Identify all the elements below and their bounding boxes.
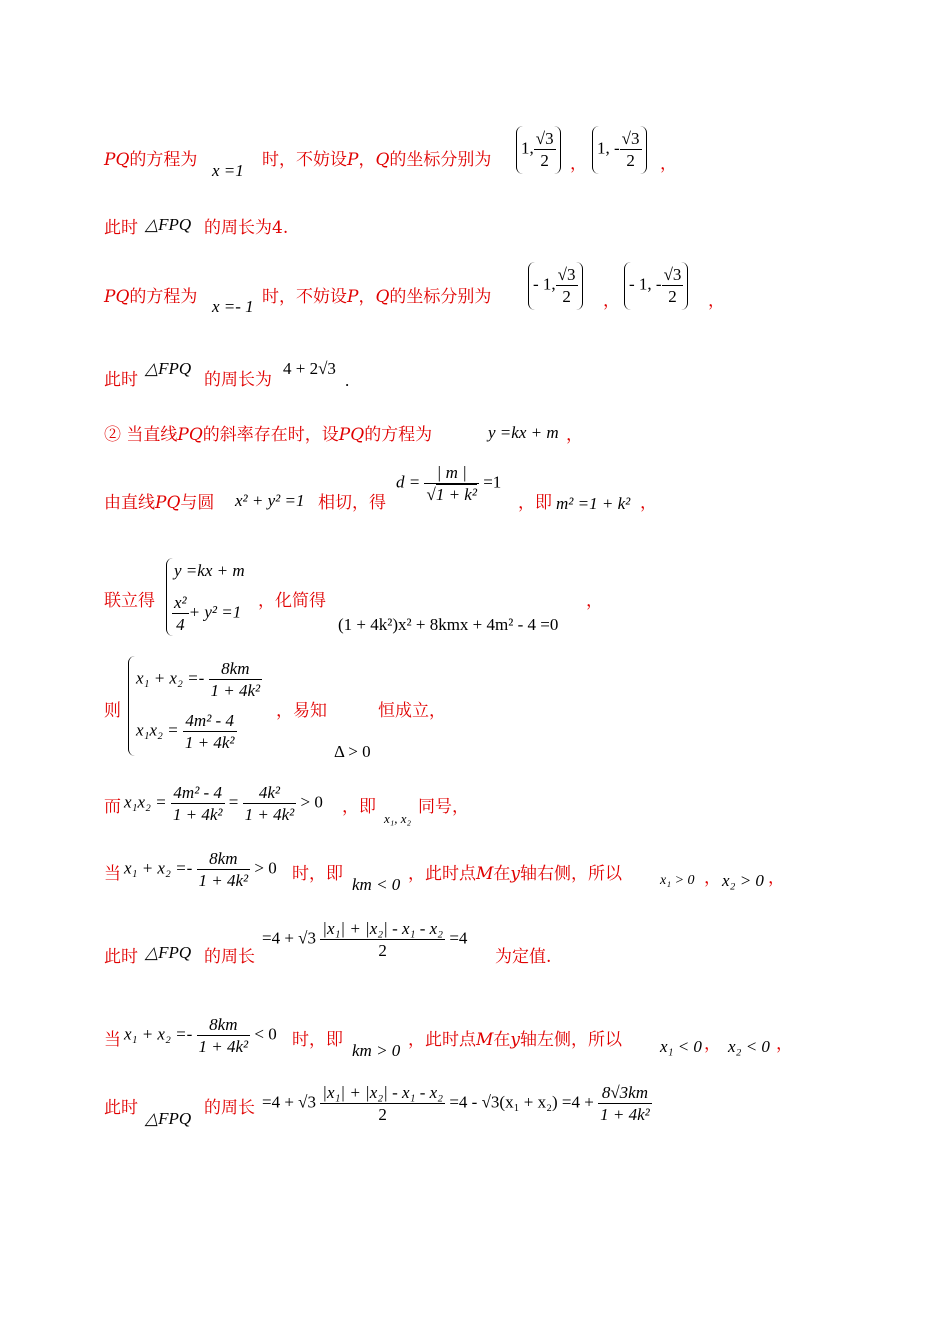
text: 的方程为 — [129, 150, 198, 170]
text: ② 当直线 — [104, 425, 178, 445]
text: 的方程为 — [129, 287, 198, 307]
text: 的周长 — [204, 947, 255, 967]
text: ，此时点 — [408, 864, 476, 884]
triangle-fpq: △FPQ — [145, 1109, 192, 1128]
text: 此时 — [104, 218, 138, 238]
fraction-num: |x₁| + |x₂| - x₁ - x₂ — [320, 918, 445, 940]
fraction-den: 2 — [540, 151, 549, 171]
line-6 — [104, 495, 214, 512]
text: - 1, — [533, 274, 556, 294]
fraction-den: 4 — [176, 615, 185, 635]
line-12 — [104, 1032, 121, 1049]
text: 轴左侧，所以 — [520, 1030, 623, 1050]
triangle-fpq: △FPQ — [145, 215, 192, 234]
simplified-equation: (1 + 4k²)x² + 8kmx + 4m² - 4 =0 — [338, 615, 559, 634]
perimeter-expr — [262, 1082, 652, 1126]
end: ， — [660, 154, 677, 174]
brace — [128, 656, 135, 756]
condition: km > 0 — [352, 1041, 401, 1060]
point-1 — [516, 126, 561, 174]
fraction-den: 2 — [378, 1105, 387, 1125]
text: 的周长为 — [204, 218, 272, 238]
fraction-num: 4m² - 4 — [171, 782, 225, 804]
fraction-num: x² — [172, 592, 189, 614]
fraction-den: 1 + 4k² — [198, 871, 249, 891]
text — [262, 289, 491, 306]
text: 恒成立， — [378, 701, 446, 721]
equation: x =- 1 — [212, 297, 254, 316]
system-eq-2 — [172, 592, 241, 636]
text: 时，不妨设 — [262, 150, 347, 170]
vieta-sum — [136, 658, 262, 702]
fraction-num: 8√3km — [598, 1082, 652, 1104]
fraction-num: √3 — [534, 128, 556, 150]
sum-expr — [124, 1014, 277, 1058]
sum-expr — [124, 848, 277, 892]
text: ，此时点 — [408, 1030, 476, 1050]
text — [204, 220, 288, 237]
fraction-den: 1 + 4k² — [210, 681, 261, 701]
line-13 — [104, 1100, 138, 1117]
text: 此时 — [104, 370, 138, 390]
sep: ， — [570, 154, 587, 174]
var-p: P — [347, 150, 359, 170]
text: 联立得 — [104, 591, 155, 611]
text: ， — [704, 868, 721, 888]
end: ， — [776, 1034, 793, 1054]
text: 为定值. — [495, 947, 552, 967]
condition: x₁ > 0 — [660, 873, 695, 888]
text: x₁x₂ = — [124, 792, 167, 812]
text: 相切，得 — [318, 493, 386, 513]
text: 由直线 — [104, 493, 155, 513]
line-9 — [104, 799, 121, 816]
fraction-num: 4k² — [243, 782, 297, 804]
fraction-num: 8km — [197, 848, 251, 870]
sep: ， — [603, 291, 620, 311]
text: ，即 — [518, 493, 552, 513]
text: =1 — [483, 472, 502, 492]
perimeter-value: 4 + 2√3 — [283, 359, 336, 378]
text: ， — [358, 150, 376, 170]
line-equation: y =kx + m — [488, 423, 559, 442]
line-11 — [104, 949, 138, 966]
pq-label: PQ — [104, 150, 130, 170]
condition: x₁ < 0 — [660, 1037, 702, 1056]
fraction-den: √1 + k² — [426, 485, 477, 505]
vieta-product — [136, 710, 237, 754]
end: ， — [708, 291, 725, 311]
fraction-num: 8km — [197, 1014, 251, 1036]
text: =4 + √3 — [262, 1092, 317, 1112]
text: ，易知 — [276, 701, 327, 721]
var-m: M — [476, 1030, 494, 1050]
fraction-den: 1 + 4k² — [198, 1037, 249, 1057]
text: 与圆 — [180, 493, 215, 513]
var-p: P — [347, 287, 359, 307]
text: 1, - — [597, 138, 620, 158]
condition: km < 0 — [352, 875, 401, 894]
text — [262, 152, 491, 169]
pq-label: PQ — [338, 425, 365, 445]
system-eq-1: y =kx + m — [174, 561, 245, 580]
text: 而 — [104, 797, 121, 817]
text: ， — [358, 287, 376, 307]
text: 的周长为 — [204, 370, 272, 390]
line-1 — [104, 152, 197, 169]
text: 时，即 — [292, 1030, 343, 1050]
pq-label: PQ — [104, 287, 130, 307]
var-q: Q — [375, 287, 390, 307]
dot: . — [345, 371, 350, 390]
text: x₁ + x₂ =- — [136, 668, 205, 688]
fraction-num: 4m² - 4 — [183, 710, 237, 732]
text: 时，即 — [292, 864, 343, 884]
text: ，化简得 — [258, 591, 326, 611]
text: ， — [704, 1034, 721, 1054]
text: 的斜率存在时，设 — [202, 425, 339, 445]
text: - 1, - — [629, 274, 662, 294]
circle-equation: x² + y² =1 — [235, 491, 305, 510]
text: 的坐标分别为 — [389, 150, 492, 170]
text: 同号， — [418, 797, 469, 817]
text: 1, — [521, 138, 534, 158]
var-y: y — [510, 1030, 521, 1050]
text: 在 — [493, 1030, 511, 1050]
fraction-den: 2 — [668, 287, 677, 307]
point-1 — [528, 262, 583, 310]
value: 4. — [272, 218, 289, 238]
text: x₁ + x₂ =- — [124, 1024, 193, 1044]
fraction-num: 8km — [209, 658, 263, 680]
text: > 0 — [254, 858, 277, 878]
text: ，即 — [342, 797, 376, 817]
text: 的坐标分别为 — [389, 287, 492, 307]
distance-formula — [396, 462, 501, 506]
text: =4 — [449, 928, 468, 948]
radicand: 1 + k² — [435, 485, 477, 505]
text: = — [228, 792, 239, 812]
result: m² =1 + k² — [556, 494, 631, 513]
end: ， — [586, 591, 603, 611]
text: 的方程为 — [364, 425, 433, 445]
fraction-den: 1 + 4k² — [184, 733, 235, 753]
discriminant: Δ > 0 — [334, 742, 371, 761]
fraction-den: 1 + 4k² — [600, 1105, 650, 1125]
fraction-num: √3 — [556, 264, 578, 286]
text: =4 + √3 — [262, 928, 317, 948]
text: x₁x₂ = — [136, 720, 179, 740]
end: ， — [640, 493, 657, 513]
pq-label: PQ — [155, 493, 181, 513]
point-2 — [624, 262, 688, 310]
fraction-num: | m | — [424, 462, 478, 484]
end: ， — [566, 425, 583, 445]
text: 此时 — [104, 1098, 138, 1118]
text: 则 — [104, 701, 121, 721]
fraction-num: |x₁| + |x₂| - x₁ - x₂ — [320, 1082, 445, 1104]
var-m: M — [476, 864, 494, 884]
text: 的周长 — [204, 1098, 255, 1118]
text — [408, 866, 622, 883]
condition: x₂ < 0 — [728, 1037, 770, 1056]
pq-label: PQ — [177, 425, 203, 445]
line-5 — [104, 427, 432, 444]
end: ， — [768, 868, 785, 888]
text: > 0 — [300, 792, 323, 812]
fraction-den: 2 — [626, 151, 635, 171]
triangle-fpq: △FPQ — [145, 943, 192, 962]
text: 当 — [104, 1030, 121, 1050]
text: 此时 — [104, 947, 138, 967]
perimeter-expr — [262, 918, 467, 962]
fraction-den: 2 — [562, 287, 571, 307]
line-3 — [104, 289, 197, 306]
fraction-num: √3 — [662, 264, 684, 286]
vars: x₁, x₂ — [384, 811, 412, 826]
text: x₁ + x₂ =- — [124, 858, 193, 878]
triangle-fpq: △FPQ — [145, 359, 192, 378]
text: =4 - √3(x₁ + x₂) =4 + — [449, 1092, 594, 1112]
var-q: Q — [375, 150, 390, 170]
text: d = — [396, 472, 421, 492]
var-y: y — [510, 864, 521, 884]
text — [408, 1032, 622, 1049]
line-2 — [104, 220, 138, 237]
fraction-num: √3 — [620, 128, 642, 150]
fraction-den: 1 + 4k² — [172, 805, 223, 825]
text: 时，不妨设 — [262, 287, 347, 307]
line-10 — [104, 866, 121, 883]
text: 在 — [493, 864, 511, 884]
product-expr — [124, 782, 323, 826]
text: < 0 — [254, 1024, 277, 1044]
line-4 — [104, 372, 138, 389]
text: 当 — [104, 864, 121, 884]
point-2 — [592, 126, 647, 174]
line-7 — [104, 593, 155, 610]
text: 轴右侧，所以 — [520, 864, 623, 884]
fraction-den: 2 — [378, 941, 387, 961]
line-8 — [104, 703, 121, 720]
condition: x₂ > 0 — [722, 871, 764, 890]
text: + y² =1 — [188, 602, 242, 622]
equation: x =1 — [212, 161, 244, 180]
fraction-den: 1 + 4k² — [244, 805, 295, 825]
